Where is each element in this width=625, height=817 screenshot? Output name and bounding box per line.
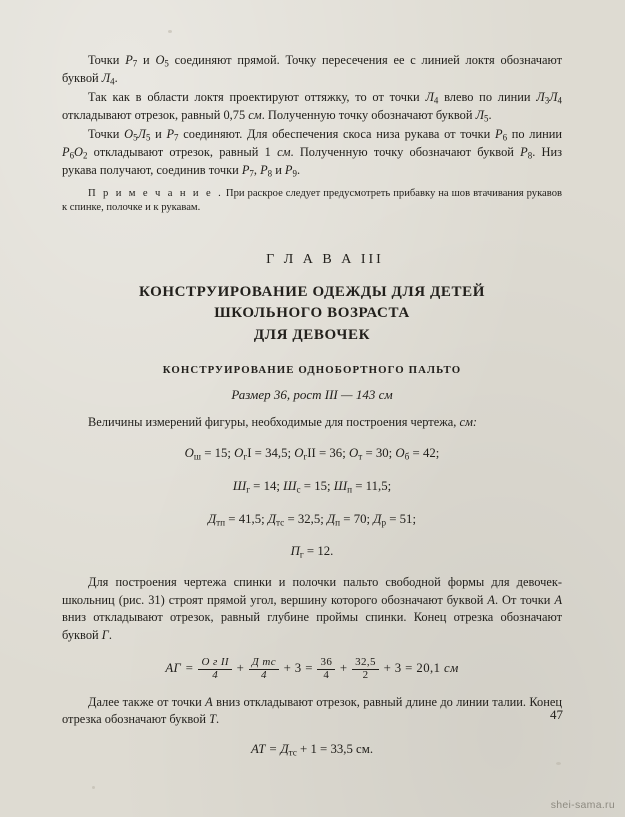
subscript: 4 bbox=[557, 95, 562, 106]
text-run: по линии bbox=[507, 126, 563, 141]
formula-at-lhs: АТ = Д bbox=[250, 741, 289, 756]
italic-symbol: Л bbox=[101, 71, 111, 86]
italic-symbol: Р bbox=[125, 53, 133, 67]
subscript: тс bbox=[276, 517, 285, 528]
text-run: Далее также от точки bbox=[88, 694, 206, 709]
text-run: соединяют прямой. Точку пересечения ее с линией локтя обозначают буквой bbox=[62, 53, 562, 86]
italic-symbol: О bbox=[184, 446, 194, 461]
subscript: р bbox=[381, 517, 387, 528]
subscript: 8 bbox=[527, 150, 533, 161]
fraction-og2-4 bbox=[198, 657, 231, 681]
formula-plus-1: + bbox=[236, 661, 245, 676]
fraction-dts-4 bbox=[249, 657, 279, 681]
measurements-intro-text: Величины измерений фигуры, необходимые для построения чертежа, bbox=[88, 414, 460, 429]
fraction-numerator: 32,5 bbox=[355, 656, 376, 669]
text-run: II = 36; bbox=[307, 446, 349, 461]
italic-symbol: Л bbox=[536, 89, 545, 104]
text-run: . Низ рукава получают, соединив точки bbox=[62, 144, 563, 177]
text-run: = 11,5; bbox=[352, 478, 392, 493]
text-run: I = 34,5; bbox=[247, 446, 295, 461]
text-run: . Полученную точку обозначают буквой bbox=[290, 144, 521, 159]
text-run: = 15; bbox=[201, 446, 235, 461]
text-run: = 12. bbox=[303, 544, 334, 559]
text-run: и bbox=[272, 162, 285, 177]
subscript: 5 bbox=[164, 58, 169, 69]
italic-symbol: О bbox=[294, 446, 304, 461]
italic-symbol: А bbox=[554, 592, 563, 607]
italic-symbol: Р bbox=[62, 144, 70, 159]
subscript: г bbox=[246, 484, 250, 495]
text-run: . bbox=[114, 71, 118, 86]
fraction-denominator: 4 bbox=[249, 669, 279, 682]
italic-symbol: Л bbox=[549, 89, 558, 104]
page-number: 47 bbox=[550, 707, 563, 722]
text-run: , bbox=[253, 162, 261, 177]
measurement-row bbox=[62, 542, 562, 562]
italic-symbol: П bbox=[290, 544, 300, 559]
subscript: ш bbox=[193, 451, 201, 462]
text-run: = 41,5; bbox=[225, 511, 268, 526]
text-run: = 15; bbox=[300, 478, 334, 493]
subscript: 5 bbox=[145, 132, 151, 143]
text-run: откладывают отрезок, равный 0,75 bbox=[62, 107, 249, 122]
paper-speck bbox=[92, 786, 95, 789]
italic-symbol: Л bbox=[475, 107, 484, 122]
subscript: с bbox=[296, 484, 301, 495]
paragraph bbox=[62, 574, 562, 644]
measurement-row bbox=[62, 510, 562, 530]
formula-plus-3: + bbox=[339, 661, 348, 676]
subscript: 2 bbox=[82, 150, 88, 161]
subscript: т bbox=[358, 451, 363, 462]
text-run: вниз откладывают отрезок, равный длине до линии талии. Конец отрезка обозначают буквой bbox=[62, 694, 562, 727]
paper-speck bbox=[556, 762, 561, 765]
subscript: 6 bbox=[69, 150, 75, 161]
italic-symbol: А bbox=[487, 592, 495, 607]
italic-symbol: О bbox=[395, 446, 405, 461]
italic-symbol: Р bbox=[241, 162, 250, 177]
italic-symbol: Д bbox=[267, 511, 277, 526]
text-run: = 30; bbox=[362, 446, 396, 461]
italic-symbol: О bbox=[124, 126, 134, 141]
fraction-numerator: Д тс bbox=[251, 656, 276, 669]
watermark: shei-sama.ru bbox=[550, 799, 615, 811]
italic-symbol: А bbox=[205, 694, 213, 709]
italic-symbol: см bbox=[248, 107, 262, 122]
text-run: соединяют. Для обеспечения скоса низа рукава от точки bbox=[178, 126, 495, 141]
section-title-line-2: ШКОЛЬНОГО ВОЗРАСТА bbox=[214, 305, 410, 322]
section-title-line-3: ДЛЯ ДЕВОЧЕК bbox=[253, 327, 371, 344]
text-run: . Полученную точку обозначают буквой bbox=[261, 107, 476, 122]
subscript: 5 bbox=[133, 132, 138, 143]
text-run: влево по линии bbox=[438, 89, 537, 104]
text-run: = 32,5; bbox=[284, 511, 328, 526]
size-line: Размер 36, рост III — 143 см bbox=[231, 387, 393, 403]
text-run: . bbox=[215, 712, 220, 727]
formula-ag-unit: см bbox=[444, 661, 459, 676]
note-text: При раскрое следует предусмотреть прибавку на шов втачивания рукавов к спинке, полочке и к рукавам. bbox=[62, 187, 562, 214]
formula-at-rhs: + 1 = 33,5 см. bbox=[296, 741, 374, 756]
italic-symbol: О bbox=[74, 144, 83, 159]
text-run: и bbox=[137, 53, 156, 67]
section-title bbox=[62, 282, 562, 347]
page-text-body bbox=[62, 52, 562, 760]
measurements-intro bbox=[62, 414, 562, 432]
text-run: . От точки bbox=[494, 592, 555, 607]
subscript: б bbox=[404, 451, 410, 462]
subscript: 4 bbox=[433, 95, 439, 106]
text-run: = 42; bbox=[409, 446, 440, 461]
text-run: и bbox=[150, 126, 167, 141]
formula-ag-lhs: АГ = bbox=[165, 661, 194, 676]
italic-symbol: Р bbox=[260, 162, 268, 177]
italic-symbol: О bbox=[155, 53, 165, 67]
italic-symbol: Т bbox=[209, 712, 216, 727]
italic-symbol: Р bbox=[284, 162, 293, 177]
text-run: . bbox=[488, 107, 492, 122]
formula-ag bbox=[62, 657, 562, 681]
subscript: 5 bbox=[483, 113, 489, 124]
fraction-36-4 bbox=[317, 657, 335, 681]
section-subtitle: КОНСТРУИРОВАНИЕ ОДНОБОРТНОГО ПАЛЬТО bbox=[162, 363, 462, 376]
subscript: п bbox=[347, 484, 353, 495]
subscript: г bbox=[299, 549, 304, 560]
text-run: = 51; bbox=[386, 511, 417, 526]
subscript: 3 bbox=[544, 95, 550, 106]
italic-symbol: Л bbox=[425, 89, 434, 104]
subscript: 9 bbox=[292, 168, 297, 179]
measurement-row bbox=[62, 444, 562, 464]
italic-symbol: Г bbox=[101, 627, 109, 642]
italic-symbol: Ш bbox=[232, 478, 247, 493]
subscript: 8 bbox=[267, 168, 273, 179]
text-run: = 70; bbox=[340, 511, 374, 526]
note-paragraph bbox=[62, 187, 562, 216]
text-run: Точки bbox=[88, 53, 126, 67]
subscript: 7 bbox=[174, 132, 179, 143]
text-run: Точки bbox=[88, 126, 125, 141]
subscript: 4 bbox=[110, 76, 115, 87]
formula-plus-2: + 3 = bbox=[283, 661, 313, 676]
italic-symbol: Р bbox=[495, 126, 503, 141]
subscript: г bbox=[303, 451, 308, 462]
subscript: 7 bbox=[132, 58, 138, 69]
measurements-intro-unit: см: bbox=[459, 414, 478, 429]
formula-at-subscript: тс bbox=[288, 747, 297, 758]
fraction-325-2 bbox=[352, 657, 379, 681]
text-run: . bbox=[108, 627, 112, 642]
paragraph bbox=[62, 52, 562, 88]
fraction-denominator: 4 bbox=[317, 669, 335, 682]
italic-symbol: Д bbox=[327, 511, 336, 526]
text-run: откладывают отрезок, равный 1 bbox=[87, 144, 278, 159]
italic-symbol: Д bbox=[207, 511, 217, 526]
text-run: = 14; bbox=[249, 478, 284, 493]
section-title-line-1: КОНСТРУИРОВАНИЕ ОДЕЖДЫ ДЛЯ ДЕТЕЙ bbox=[138, 283, 486, 300]
italic-symbol: Р bbox=[520, 144, 528, 159]
italic-symbol: Ш bbox=[333, 478, 348, 493]
paragraph bbox=[62, 694, 562, 729]
subscript: г bbox=[243, 451, 248, 462]
italic-symbol: Р bbox=[166, 126, 175, 141]
formula-ag-tail: + 3 = 20,1 bbox=[383, 661, 441, 676]
text-run: вниз откладывают отрезок, равный глубине проймы спинки. Конец отрезка обозначают буквой bbox=[62, 610, 562, 642]
paragraph bbox=[62, 126, 562, 180]
formula-at bbox=[62, 740, 562, 760]
fraction-denominator: 2 bbox=[352, 669, 379, 682]
italic-symbol: Ш bbox=[283, 478, 297, 493]
text-run: . bbox=[296, 162, 301, 177]
fraction-numerator: О г II bbox=[201, 656, 229, 669]
subscript: 7 bbox=[249, 168, 254, 179]
text-run: Так как в области локтя проектируют оттяжку, то от точки bbox=[88, 89, 426, 104]
text-run: Для построения чертежа спинки и полочки пальто свободной формы для девочек-школьниц (рис. 31) строят прямой угол, вершину которого обозначают буквой bbox=[62, 574, 562, 607]
italic-symbol: О bbox=[348, 446, 359, 461]
subscript: 6 bbox=[502, 132, 508, 143]
italic-symbol: см bbox=[277, 144, 291, 159]
fraction-denominator: 4 bbox=[198, 669, 231, 682]
subscript: п bbox=[335, 517, 341, 528]
measurement-row bbox=[62, 477, 562, 497]
italic-symbol: О bbox=[234, 446, 244, 461]
paper-speck bbox=[168, 30, 172, 33]
chapter-heading: Г Л А В А III bbox=[266, 251, 384, 267]
paragraph bbox=[62, 89, 562, 125]
italic-symbol: Л bbox=[137, 126, 146, 141]
fraction-numerator: 36 bbox=[320, 656, 333, 669]
italic-symbol: Д bbox=[373, 511, 382, 526]
subscript: тп bbox=[216, 517, 226, 528]
note-label: П р и м е ч а н и е . bbox=[88, 187, 223, 199]
